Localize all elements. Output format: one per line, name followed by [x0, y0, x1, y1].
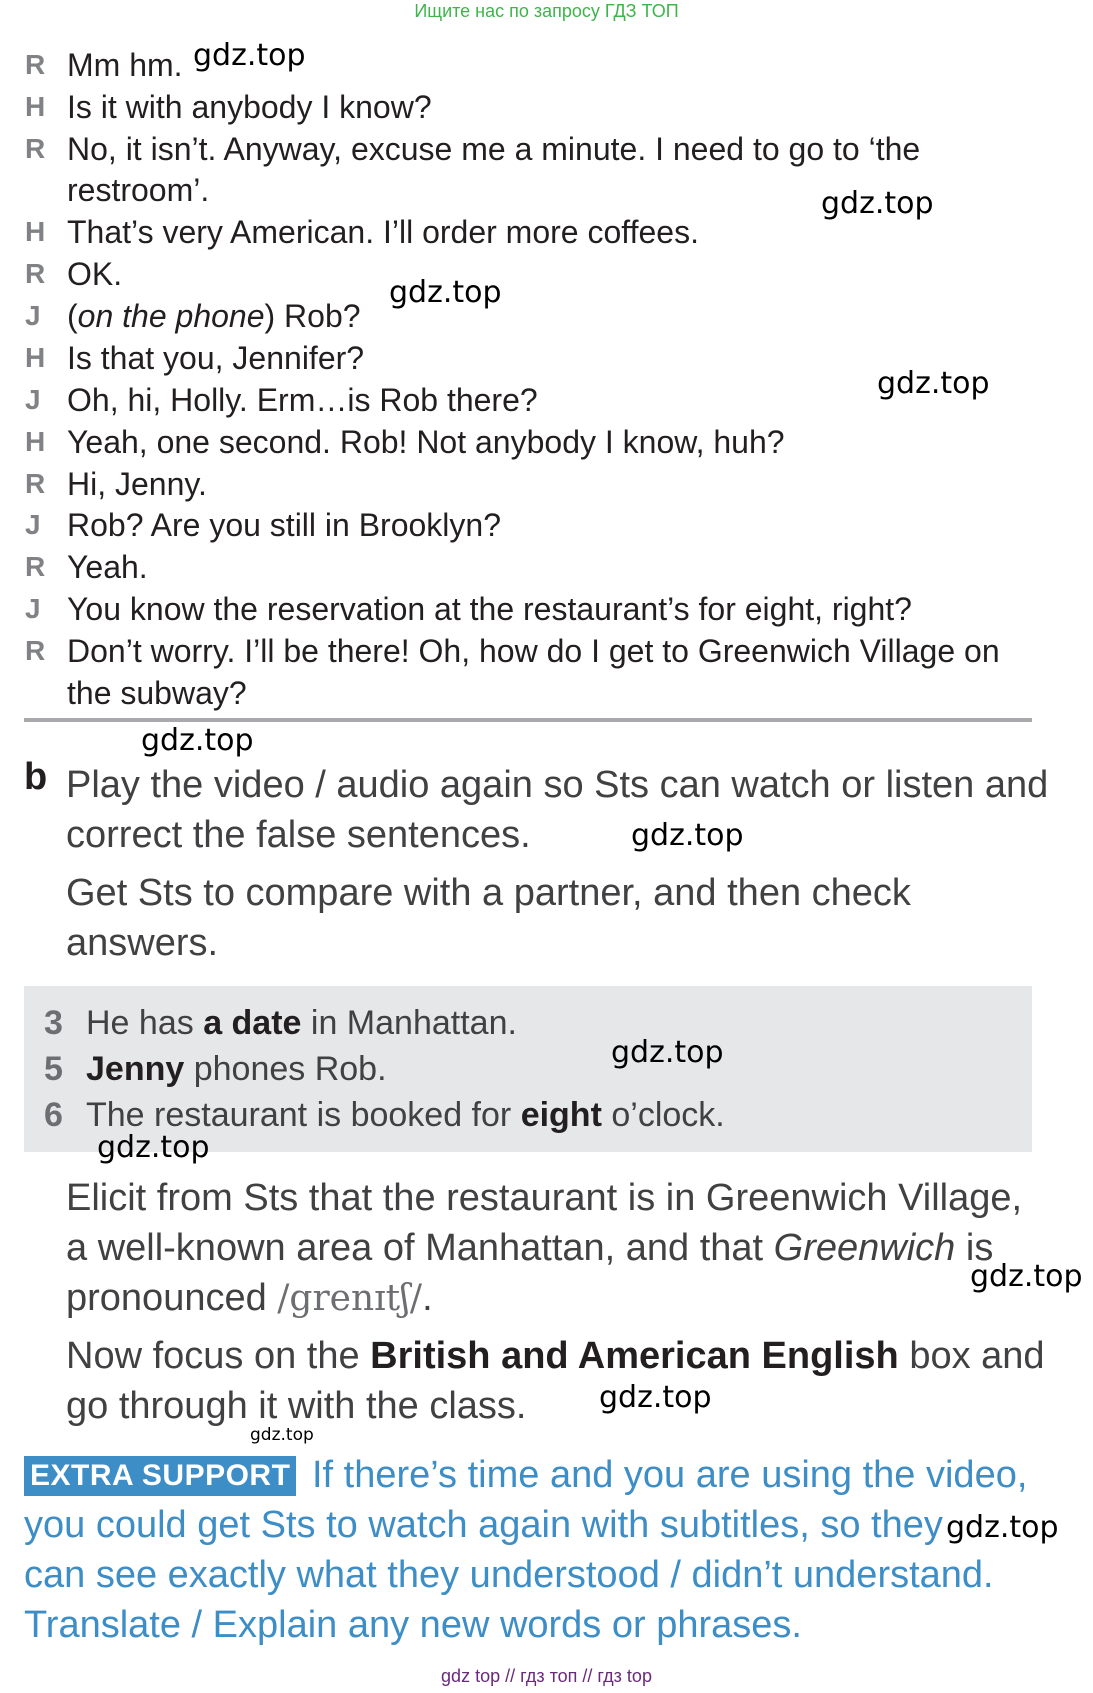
speaker-label: R [25, 635, 46, 666]
speaker-label: R [25, 258, 46, 289]
extra-support-line: you could get Sts to watch again with subtitles, so they [24, 1504, 943, 1546]
extra-support-badge: EXTRA SUPPORT [24, 1456, 296, 1496]
watermark: gdz.top [946, 1510, 1059, 1545]
extra-support-line: can see exactly what they understood / didn’t understand. [24, 1554, 994, 1596]
watermark: gdz.top [970, 1259, 1083, 1294]
utterance: (on the phone) Rob? [67, 298, 361, 334]
watermark: gdz.top [599, 1380, 712, 1415]
stage-direction: on the phone [77, 298, 265, 334]
utterance: Yeah. [67, 549, 148, 585]
speaker-label: R [25, 468, 46, 499]
utterance: Rob? Are you still in Brooklyn? [67, 507, 501, 543]
watermark: gdz.top [389, 275, 502, 310]
extra-support-line: Translate / Explain any new words or phrases. [24, 1604, 802, 1646]
speaker-label: J [25, 300, 41, 331]
speaker-label: J [25, 509, 41, 540]
section-b-line: Play the video / audio again so Sts can watch or listen and [66, 764, 1049, 806]
footer-links[interactable]: gdz top // гдз топ // гдз top [441, 1666, 652, 1686]
answer-text: He has a date in Manhattan. [86, 1004, 517, 1042]
watermark: gdz.top [250, 1425, 314, 1445]
utterance: the subway? [67, 675, 247, 711]
utterance: You know the reservation at the restaurant’s for eight, right? [67, 591, 912, 627]
utterance: Yeah, one second. Rob! Not anybody I know, huh? [67, 424, 785, 460]
section-b-line: answers. [66, 922, 219, 964]
elicit-line: Elicit from Sts that the restaurant is in Greenwich Village, [66, 1177, 1023, 1219]
answer-number: 3 [44, 1004, 63, 1042]
answer-number: 5 [44, 1050, 63, 1088]
watermark: gdz.top [631, 818, 744, 853]
utterance: Don’t worry. I’ll be there! Oh, how do I get to Greenwich Village on [67, 633, 1000, 669]
section-divider [24, 718, 1032, 722]
watermark: gdz.top [141, 723, 254, 758]
speaker-label: H [25, 426, 46, 457]
utterance: Is that you, Jennifer? [67, 340, 365, 376]
speaker-label: H [25, 342, 46, 373]
utterance: OK. [67, 256, 123, 292]
section-b-line: Get Sts to compare with a partner, and then check [66, 872, 911, 914]
answer-key-box [24, 986, 1032, 1152]
elicit-line: a well-known area of Manhattan, and that Greenwich is [66, 1227, 994, 1269]
top-banner[interactable]: Ищите нас по запросу ГДЗ ТОП [414, 1, 679, 21]
elicit-line: pronounced /grenɪtʃ/. [66, 1277, 433, 1319]
watermark: gdz.top [193, 38, 306, 73]
extra-support-line: If there’s time and you are using the video, [312, 1454, 1028, 1496]
focus-line: Now focus on the British and American English box and [66, 1335, 1045, 1377]
utterance: No, it isn’t. Anyway, excuse me a minute. I need to go to ‘the [67, 131, 921, 167]
watermark: gdz.top [97, 1130, 210, 1165]
utterance: Oh, hi, Holly. Erm…is Rob there? [67, 382, 538, 418]
utterance: restroom’. [67, 172, 210, 208]
section-b-line: correct the false sentences. [66, 814, 531, 856]
speaker-label: R [25, 133, 46, 164]
answer-text: Jenny phones Rob. [86, 1050, 387, 1088]
phonetic-transcription: /grenɪtʃ/ [277, 1278, 423, 1319]
speaker-label: J [25, 384, 41, 415]
watermark: gdz.top [611, 1035, 724, 1070]
speaker-label: R [25, 551, 46, 582]
watermark: gdz.top [877, 366, 990, 401]
section-b-label: b [24, 756, 48, 798]
utterance: Is it with anybody I know? [67, 89, 432, 125]
focus-line: go through it with the class. [66, 1385, 527, 1427]
speaker-label: R [25, 49, 46, 80]
utterance: That’s very American. I’ll order more coffees. [67, 214, 699, 250]
utterance: Mm hm. [67, 47, 183, 83]
utterance: Hi, Jenny. [67, 466, 207, 502]
answer-number: 6 [44, 1096, 63, 1134]
speaker-label: J [25, 593, 41, 624]
speaker-label: H [25, 216, 46, 247]
utterance-rest: Rob? [284, 298, 361, 334]
speaker-label: H [25, 91, 46, 122]
answer-text: The restaurant is booked for eight o’clock. [86, 1096, 725, 1134]
watermark: gdz.top [821, 186, 934, 221]
